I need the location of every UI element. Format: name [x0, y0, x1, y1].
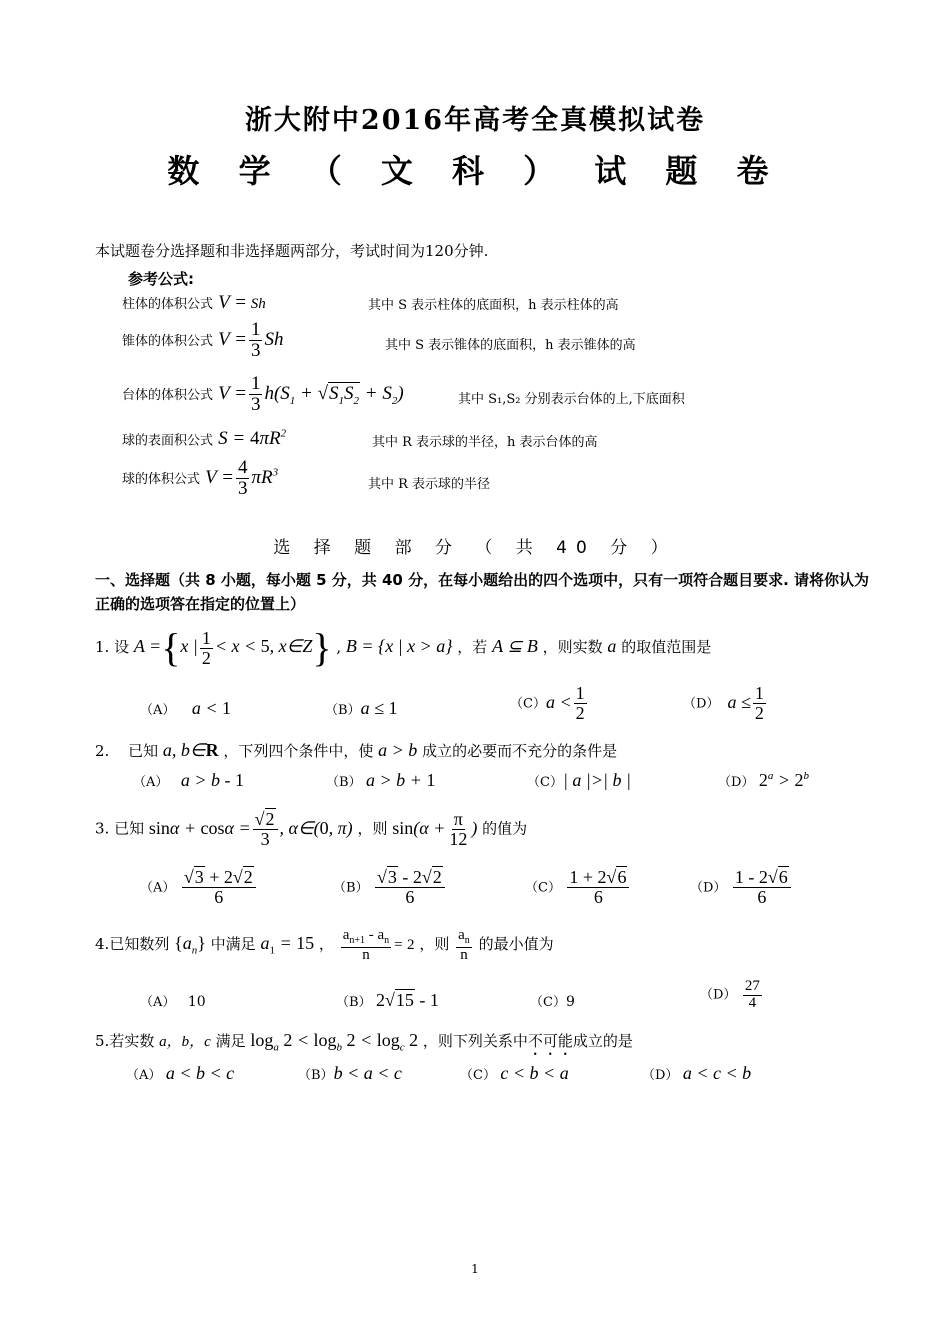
option-label: （B）: [325, 703, 361, 718]
formula-row: [122, 292, 266, 314]
option-b[interactable]: [336, 990, 439, 1011]
option-a[interactable]: [140, 698, 231, 719]
option-a[interactable]: [140, 868, 258, 907]
option-label: （A）: [140, 995, 176, 1010]
math-expression: a < $\frac{1}{2}$: [545, 683, 585, 723]
math-expression: A ={x | $\frac{1}{2}$ < x < 5, x∈Z}: [133, 625, 332, 670]
option-label: （C）: [527, 775, 563, 790]
question-4: [95, 928, 554, 963]
question-number: 5.: [95, 1032, 110, 1050]
question-number: 2.: [95, 742, 110, 760]
question-text: ，则实数: [542, 638, 603, 657]
question-text: ，则: [357, 819, 388, 838]
math-expression: A ⊆ B: [492, 636, 538, 657]
math-expression: a > b: [378, 740, 418, 760]
question-text: 已知数列: [109, 935, 170, 954]
question-text: 成立的必要而不充分的条件是: [422, 742, 618, 760]
math-expression: $\frac{a_{n+1} - a_n}{n}$ = 2: [342, 927, 415, 963]
question-text: 已知: [114, 819, 145, 838]
question-3: [95, 810, 527, 849]
question-number: 3.: [95, 819, 110, 838]
option-c[interactable]: [460, 1063, 569, 1084]
question-text: ,: [336, 638, 342, 657]
formula-label: 锥体的体积公式: [122, 333, 214, 349]
math-expression: B = {x | x > a}: [345, 636, 453, 657]
math-expression: $\frac{a_n}{n}$: [458, 927, 470, 963]
math-expression: a: [607, 636, 617, 657]
formula-note: 其中 S 表示柱体的底面积，h 表示柱体的高: [368, 298, 619, 313]
option-label: （D）: [642, 1068, 679, 1083]
math-expression: | a |>| b |: [562, 770, 631, 790]
option-d[interactable]: [718, 770, 809, 791]
math-expression: a < 1: [191, 698, 231, 718]
formula-heading: 参考公式:: [128, 270, 194, 288]
option-d[interactable]: [690, 868, 793, 907]
option-label: （D）: [690, 880, 727, 896]
question-text: ，则: [419, 935, 450, 954]
question-text: 若实数: [109, 1032, 155, 1050]
option-d[interactable]: [683, 684, 768, 723]
formula-label: 台体的体积公式: [122, 387, 214, 403]
question-text: 已知: [128, 742, 159, 760]
option-label: （B）: [336, 995, 372, 1010]
math-expression: a > b - 1: [180, 770, 244, 790]
math-expression: $2^a > 2^b$: [758, 770, 810, 790]
option-label: （A）: [126, 1068, 162, 1083]
question-text: ，: [318, 935, 334, 954]
math-expression: $\log_a 2 < \log_b 2 < \log_c 2$: [250, 1030, 419, 1054]
option-label: （A）: [140, 703, 176, 718]
question-text: 设: [114, 638, 130, 657]
option-d[interactable]: [700, 979, 764, 1012]
math-expression: a, b∈R: [162, 740, 219, 760]
math-expression: a ≤ $\frac{1}{2}$: [727, 683, 764, 723]
option-a[interactable]: [133, 770, 244, 791]
intro-text: 本试题卷分选择题和非选择题两部分，考试时间为120分钟.: [95, 242, 489, 260]
math-expression: $\frac{1 + 2√6}{6}$: [565, 876, 631, 896]
option-a[interactable]: [140, 991, 206, 1010]
formula-row: [122, 320, 283, 361]
question-text: 的取值范围是: [621, 638, 712, 657]
option-b[interactable]: [326, 770, 435, 791]
question-text: 满足: [215, 1032, 246, 1050]
math-expression: $\frac{√3 + 2√2}{6}$: [180, 876, 258, 896]
formula-expression: V = $\frac{1}{3}$ Sh: [218, 319, 284, 361]
question-number: 1.: [95, 638, 110, 657]
option-label: （D）: [718, 775, 755, 790]
math-expression: a < b < c: [165, 1063, 235, 1083]
option-label: （C）: [530, 995, 566, 1010]
section-title: 选 择 题 部 分 （ 共 40 分 ）: [273, 538, 677, 558]
option-label: （B）: [333, 880, 369, 896]
option-label: （B）: [298, 1068, 334, 1083]
formula-row: [122, 374, 404, 415]
math-expression: sin(α + $\frac{\pi}{12}$ ): [392, 809, 478, 849]
option-c[interactable]: [530, 991, 575, 1010]
math-expression: $\{a_n\}$: [174, 933, 206, 957]
formula-label: 球的体积公式: [122, 471, 201, 487]
instructions: 一、选择题（共 8 小题，每小题 5 分，共 40 分，在每小题给出的四个选项中，只有一项符合题目要求. 请将你认为正确的选项答在指定的位置上）: [95, 571, 870, 613]
option-label: （D）: [700, 987, 737, 1003]
option-b[interactable]: [298, 1063, 402, 1084]
math-expression: $\frac{√3 - 2√2}{6}$: [373, 876, 447, 896]
option-label: （A）: [133, 775, 169, 790]
formula-expression: V = $\frac{4}{3}$ $\pi R^3$: [205, 457, 279, 499]
option-label: （C）: [460, 1068, 496, 1083]
option-d[interactable]: [642, 1063, 751, 1084]
option-label: （D）: [683, 696, 720, 712]
math-expression: sinα + cosα = $\frac{√2}{3}$ , α∈(0, π): [148, 809, 353, 849]
math-expression: b < a < c: [333, 1063, 402, 1083]
math-expression: $\frac{1 - 2√6}{6}$: [731, 876, 793, 896]
question-text: ，若: [457, 638, 488, 657]
option-value: 10: [187, 994, 206, 1010]
formula-note: 其中 R 表示球的半径，h 表示台体的高: [372, 435, 598, 450]
option-value: 9: [565, 994, 575, 1010]
option-label: （B）: [326, 775, 362, 790]
option-c[interactable]: [510, 684, 589, 723]
question-2: [95, 740, 617, 761]
emphasis-text: 不可能: [527, 1032, 573, 1050]
option-b[interactable]: [333, 868, 447, 907]
formula-row: [122, 428, 286, 450]
formula-note: 其中 S₁,S₂ 分别表示台体的上,下底面积: [458, 392, 685, 407]
question-text: 的最小值为: [478, 935, 554, 954]
page-number: 1: [471, 1262, 479, 1276]
math-expression: 2√15 - 1: [376, 990, 439, 1010]
option-label: （A）: [140, 880, 176, 896]
question-text: ，下列四个条件中，使: [223, 742, 374, 760]
option-label: （C）: [525, 880, 561, 896]
formula-expression: V = Sh: [218, 292, 266, 313]
formula-expression: V = $\frac{1}{3}$ $h(S_1 + √S_1S_2 + S_2)$: [218, 373, 404, 415]
math-expression: a > b + 1: [366, 770, 436, 790]
exam-title: 浙大附中2016年高考全真模拟试卷: [244, 105, 706, 136]
math-expression: c < b < a: [500, 1063, 569, 1083]
formula-label: 柱体的体积公式: [122, 297, 214, 312]
formula-note: 其中 R 表示球的半径: [368, 477, 491, 492]
option-b[interactable]: [325, 698, 397, 719]
option-a[interactable]: [126, 1063, 234, 1084]
question-text: 中满足: [210, 935, 256, 954]
option-label: （C）: [510, 696, 546, 712]
question-text: 的值为: [482, 819, 528, 838]
formula-row: [122, 458, 278, 499]
formula-note: 其中 S 表示锥体的底面积，h 表示锥体的高: [385, 338, 636, 353]
option-c[interactable]: [525, 868, 631, 907]
math-expression: $a_1 = 15$: [260, 933, 315, 957]
math-expression: a ≤ 1: [360, 698, 398, 718]
math-expression: a，b，c: [159, 1034, 211, 1050]
question-text: 成立的是: [572, 1032, 633, 1050]
question-text: ，则下列关系中: [422, 1032, 528, 1050]
question-5: [95, 1030, 633, 1059]
exam-subtitle: 数 学 （ 文 科 ） 试 题 卷: [167, 152, 783, 190]
math-expression: a < c < b: [682, 1063, 752, 1083]
formula-expression: $S = 4\pi R^2$: [218, 428, 287, 450]
question-1: [95, 625, 712, 670]
option-c[interactable]: [527, 770, 631, 791]
formula-label: 球的表面积公式: [122, 433, 214, 449]
math-expression: $\frac{27}{4}$: [744, 978, 760, 1011]
question-number: 4.: [95, 935, 110, 954]
